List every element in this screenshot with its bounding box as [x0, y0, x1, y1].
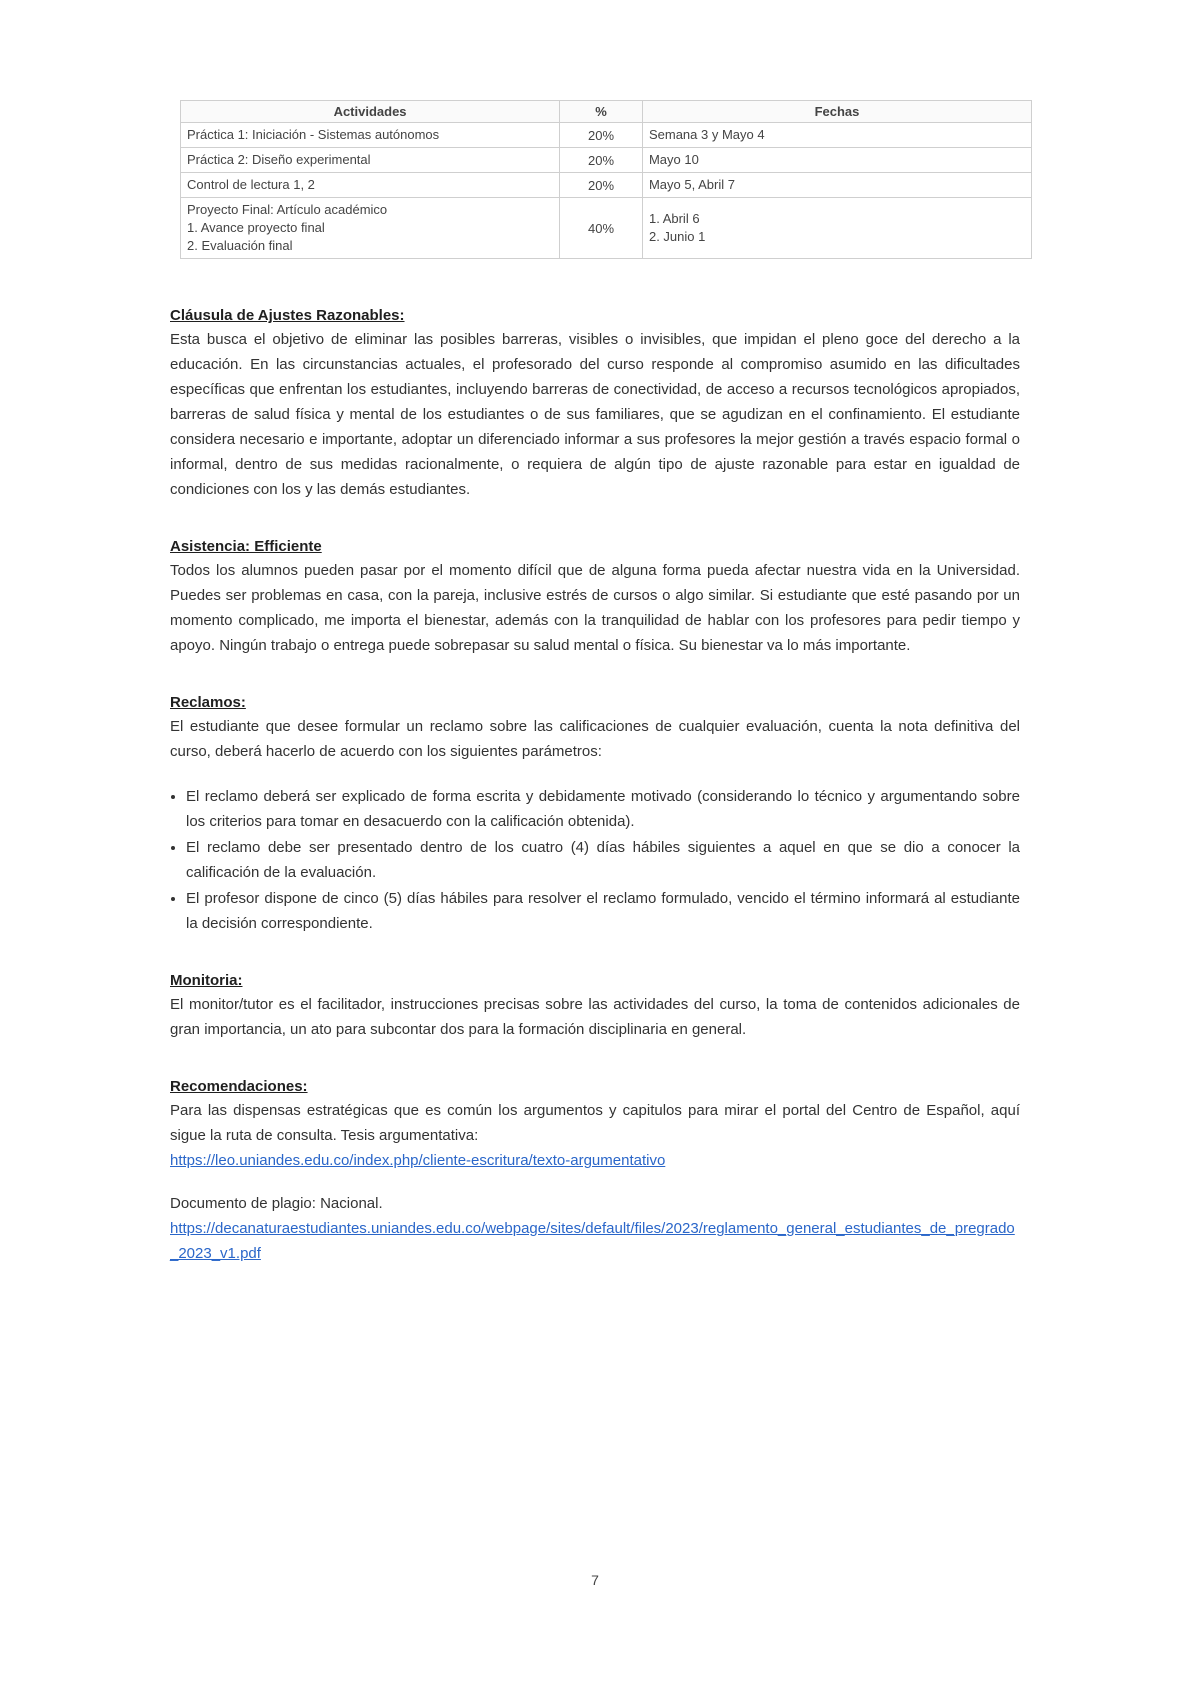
date-text: 2. Junio 1: [648, 229, 706, 244]
table-row: [181, 148, 1032, 173]
dates-cell: [642, 173, 1031, 198]
section-heading: Monitoria:: [170, 972, 243, 989]
dates-cell: [642, 148, 1031, 173]
document-page: [170, 100, 1020, 1266]
regulation-link[interactable]: https://decanaturaestudiantes.uniandes.edu.co/webpage/sites/default/files/2023/reglamento_general_estudiantes_de_pregrado_2023_v1.pdf: [170, 1220, 1015, 1262]
date-text: Semana 3 y Mayo 4: [648, 127, 765, 142]
activity-text: Práctica 1: Iniciación - Sistemas autónomos: [187, 127, 440, 142]
section-paragraph: El estudiante que desee formular un reclamo sobre las calificaciones de cualquier evaluación, cuenta la nota definitiva del curso, deberá hacerlo de acuerdo con los siguientes parámetros:: [170, 718, 1020, 760]
list-item: • El profesor dispone de cinco (5) días hábiles para resolver el reclamo formulado, vencido el término informará al estudiante la decisión correspondiente.: [186, 886, 1020, 936]
section-heading: Cláusula de Ajustes Razonables:: [170, 307, 405, 324]
section-heading: Reclamos:: [170, 694, 246, 711]
dates-cell: [642, 198, 1031, 259]
spacer: [170, 1173, 1020, 1191]
activity-cell: [181, 173, 560, 198]
list-item: • El reclamo debe ser presentado dentro de los cuatro (4) días hábiles siguientes a aquel en que se dio a conocer la calificación de la evaluación.: [186, 835, 1020, 885]
table-row: [181, 198, 1032, 259]
date-text: Mayo 5, Abril 7: [648, 177, 735, 192]
table-header-row: [181, 101, 1032, 123]
dates-cell: [642, 123, 1031, 148]
date-text: Mayo 10: [648, 152, 699, 167]
percent-cell: 40%: [560, 198, 643, 259]
section-recomendaciones: [170, 1076, 1020, 1266]
section-monitoria: [170, 970, 1020, 1042]
argumentative-text-link[interactable]: https://leo.uniandes.edu.co/index.php/cliente-escritura/texto-argumentativo: [170, 1152, 666, 1169]
section-heading: Recomendaciones:: [170, 1078, 308, 1095]
percent-cell: 20%: [560, 148, 643, 173]
section-heading: Asistencia: Efficiente: [170, 538, 322, 555]
section-paragraph: Para las dispensas estratégicas que es común los argumentos y capitulos para mirar el portal del Centro de Español, aquí sigue la ruta de consulta. Tesis argumentativa:: [170, 1102, 1020, 1144]
percent-cell: 20%: [560, 123, 643, 148]
activity-cell: [181, 198, 560, 259]
activity-text: 1. Avance proyecto final: [187, 220, 325, 235]
activity-text: Proyecto Final: Artículo académico: [187, 202, 388, 217]
section-paragraph: Todos los alumnos pueden pasar por el momento difícil que de alguna forma pueda afectar nuestra vida en la Universidad. Puedes ser problemas en casa, con la pareja, inclusive estrés de cursos o algo similar. Si estudiante que esté pasando por un momento complicado, me importa el bienestar, además con la tranquilidad de hablar con los profesores para pedir tiempo y apoyo. Ningún trabajo o entrega puede sobrepasar su salud mental o física. Su bienestar va lo más importante.: [170, 562, 1020, 654]
section-paragraph: Esta busca el objetivo de eliminar las posibles barreras, visibles o invisibles, que impidan el pleno goce del derecho a la educación. En las circunstancias actuales, el profesorado del curso responde al compromiso asumido en las dificultades específicas que enfrentan los estudiantes, incluyendo barreras de conectividad, de acceso a recursos tecnológicos apropiados, barreras de salud física y mental de los estudiantes o de sus familiares, que se agudizan en el confinamiento. El estudiante considera necesario e importante, adoptar un diferenciado informar a sus profesores la mejor gestión a través espacio formal o informal, dentro de sus medidas racionalmente, o requiera de algún tipo de ajuste razonable para estar en igualdad de condiciones con los y las demás estudiantes.: [170, 331, 1020, 498]
date-text: 1. Abril 6: [648, 211, 700, 226]
list-item: • El reclamo deberá ser explicado de forma escrita y debidamente motivado (considerando lo técnico y argumentando sobre los criterios para tomar en desacuerdo con la calificación obtenida).: [186, 784, 1020, 834]
reclamos-list: [170, 784, 1020, 936]
activity-text: Control de lectura 1, 2: [187, 177, 315, 192]
activity-text: Práctica 2: Diseño experimental: [187, 152, 371, 167]
activity-cell: [181, 148, 560, 173]
table-header-dates: Fechas: [642, 101, 1031, 123]
section-ajustes: [170, 305, 1020, 502]
table-row: [181, 173, 1032, 198]
activity-cell: [181, 123, 560, 148]
table-header-activities: Actividades: [181, 101, 560, 123]
activity-text: 2. Evaluación final: [187, 238, 293, 253]
table-row: [181, 123, 1032, 148]
table-header-percent: %: [560, 101, 643, 123]
page-number: 7: [591, 1572, 599, 1588]
section-reclamos: [170, 692, 1020, 936]
activities-table: [180, 100, 1032, 259]
section-asistencia: [170, 536, 1020, 658]
section-paragraph: El monitor/tutor es el facilitador, instrucciones precisas sobre las actividades del curso, la toma de contenidos adicionales de gran importancia, un ato para subcontar dos para la formación disciplinaria en general.: [170, 996, 1020, 1038]
percent-cell: 20%: [560, 173, 643, 198]
plagiarism-label: Documento de plagio: Nacional.: [170, 1195, 383, 1212]
